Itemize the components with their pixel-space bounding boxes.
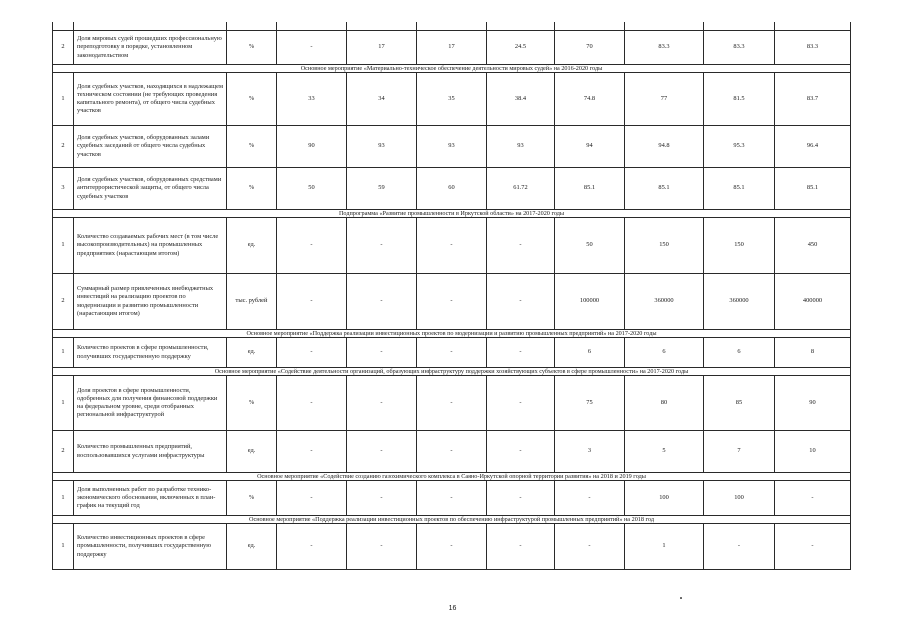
unit-cell: %	[227, 481, 277, 516]
value-cell: 85.1	[775, 168, 851, 210]
value-cell: 83.3	[704, 31, 775, 65]
value-cell: -	[347, 481, 417, 516]
value-cell: -	[487, 274, 555, 330]
value-cell: -	[417, 274, 487, 330]
value-cell: 360000	[625, 274, 704, 330]
indicator-name: Доля судебных участков, оборудованных средствами антитеррористической защиты, от общего числа судебных участков	[74, 168, 227, 210]
value-cell: 3	[555, 431, 625, 473]
value-cell: -	[704, 524, 775, 570]
row-number: 2	[53, 431, 74, 473]
value-cell: 75	[555, 376, 625, 431]
value-cell: 100000	[555, 274, 625, 330]
value-cell: 360000	[704, 274, 775, 330]
indicator-row	[53, 168, 851, 210]
value-cell: 100	[625, 481, 704, 516]
indicator-row	[53, 524, 851, 570]
value-cell: -	[277, 31, 347, 65]
value-cell: -	[487, 524, 555, 570]
indicator-row	[53, 126, 851, 168]
value-cell: 85.1	[555, 168, 625, 210]
page-number: 16	[448, 605, 457, 612]
value-cell: 6	[555, 338, 625, 368]
value-cell: 6	[704, 338, 775, 368]
value-cell: 70	[555, 31, 625, 65]
value-cell: -	[277, 431, 347, 473]
value-cell: 24.5	[487, 31, 555, 65]
value-cell: -	[347, 274, 417, 330]
value-cell: -	[487, 376, 555, 431]
value-cell: -	[417, 338, 487, 368]
unit-cell: %	[227, 73, 277, 126]
value-cell: 100	[704, 481, 775, 516]
top-strip-cell	[625, 22, 704, 31]
value-cell: 94.8	[625, 126, 704, 168]
value-cell: 450	[775, 218, 851, 274]
top-strip-cell	[277, 22, 347, 31]
indicators-table-container	[52, 22, 850, 570]
value-cell: -	[487, 338, 555, 368]
value-cell: -	[277, 338, 347, 368]
indicator-row	[53, 73, 851, 126]
indicators-table	[52, 22, 851, 570]
value-cell: 150	[704, 218, 775, 274]
value-cell: 50	[277, 168, 347, 210]
value-cell: -	[417, 431, 487, 473]
value-cell: -	[347, 524, 417, 570]
indicator-name: Доля выполненных работ по разработке технико-экономического обоснования, включенных в план-график на текущий год	[74, 481, 227, 516]
value-cell: 90	[775, 376, 851, 431]
value-cell: -	[347, 376, 417, 431]
indicator-row	[53, 218, 851, 274]
value-cell: 59	[347, 168, 417, 210]
value-cell: 93	[417, 126, 487, 168]
indicator-row	[53, 338, 851, 368]
value-cell: 85.1	[704, 168, 775, 210]
section-title: Основное мероприятие «Поддержка реализации инвестиционных проектов по модернизации и развитию промышленных предприятий» на 2017-2020 годы	[53, 330, 851, 338]
indicator-name: Количество промышленных предприятий, воспользовавшихся услугами инфраструктуры	[74, 431, 227, 473]
value-cell: 8	[775, 338, 851, 368]
value-cell: 7	[704, 431, 775, 473]
indicator-row	[53, 31, 851, 65]
value-cell: -	[347, 431, 417, 473]
value-cell: 38.4	[487, 73, 555, 126]
value-cell: 94	[555, 126, 625, 168]
section-title: Основное мероприятие «Содействие деятельности организаций, образующих инфраструктуру поддержки хозяйствующих субъектов в сфере промышленности» на 2017-2020 годы	[53, 368, 851, 376]
section-title: Основное мероприятие «Материально-техническое обеспечение деятельности мировых судей» на 2016-2020 годы	[53, 65, 851, 73]
value-cell: 150	[625, 218, 704, 274]
section-title: Основное мероприятие «Содействие созданию газохимического комплекса в Саяно-Иркутской опорной территории развития» на 2018 и 2019 годы	[53, 473, 851, 481]
value-cell: -	[417, 524, 487, 570]
unit-cell: ед.	[227, 338, 277, 368]
value-cell: 1	[625, 524, 704, 570]
unit-cell: ед.	[227, 218, 277, 274]
top-strip-cell	[775, 22, 851, 31]
indicator-name: Суммарный размер привлеченных внебюджетных инвестиций на реализацию проектов по модернизации и развитию промышленности (нарастающим итогом)	[74, 274, 227, 330]
row-number: 2	[53, 126, 74, 168]
indicator-name: Доля судебных участков, находящихся в надлежащем техническом состоянии (не требующих проведения капитального ремонта), от общего числа судебных участков	[74, 73, 227, 126]
row-number: 1	[53, 376, 74, 431]
section-header-row	[53, 473, 851, 481]
value-cell: 34	[347, 73, 417, 126]
section-header-row	[53, 330, 851, 338]
unit-cell: ед.	[227, 431, 277, 473]
value-cell: 60	[417, 168, 487, 210]
value-cell: 6	[625, 338, 704, 368]
unit-cell: %	[227, 168, 277, 210]
value-cell: 93	[487, 126, 555, 168]
indicator-name: Количество проектов в сфере промышленности, получивших государственную поддержку	[74, 338, 227, 368]
value-cell: -	[487, 218, 555, 274]
unit-cell: тыс. рублей	[227, 274, 277, 330]
top-strip-cell	[53, 22, 74, 31]
value-cell: -	[417, 218, 487, 274]
top-strip-cell	[74, 22, 227, 31]
value-cell: -	[277, 524, 347, 570]
row-number: 1	[53, 338, 74, 368]
unit-cell: %	[227, 376, 277, 431]
section-header-row	[53, 210, 851, 218]
value-cell: -	[347, 338, 417, 368]
value-cell: 83.3	[625, 31, 704, 65]
value-cell: -	[277, 481, 347, 516]
value-cell: 35	[417, 73, 487, 126]
value-cell: 33	[277, 73, 347, 126]
value-cell: 77	[625, 73, 704, 126]
value-cell: 96.4	[775, 126, 851, 168]
section-title: Подпрограмма «Развитие промышленности в Иркутской области» на 2017-2020 годы	[53, 210, 851, 218]
row-number: 2	[53, 274, 74, 330]
value-cell: 81.5	[704, 73, 775, 126]
value-cell: -	[347, 218, 417, 274]
indicator-row	[53, 274, 851, 330]
value-cell: -	[775, 481, 851, 516]
row-number: 1	[53, 481, 74, 516]
indicator-row	[53, 431, 851, 473]
row-number: 1	[53, 73, 74, 126]
row-number: 1	[53, 524, 74, 570]
section-header-row	[53, 516, 851, 524]
value-cell: 400000	[775, 274, 851, 330]
indicator-name: Количество создаваемых рабочих мест (в том числе высокопроизводительных) на промышленных предприятиях (нарастающим итогом)	[74, 218, 227, 274]
section-header-row	[53, 368, 851, 376]
value-cell: -	[277, 376, 347, 431]
value-cell: 10	[775, 431, 851, 473]
scan-speck	[680, 597, 682, 599]
value-cell: 80	[625, 376, 704, 431]
indicators-table-body	[53, 22, 851, 570]
top-strip-cell	[227, 22, 277, 31]
value-cell: 17	[347, 31, 417, 65]
value-cell: -	[487, 481, 555, 516]
value-cell: 61.72	[487, 168, 555, 210]
row-number: 1	[53, 218, 74, 274]
value-cell: 83.3	[775, 31, 851, 65]
top-strip-cell	[417, 22, 487, 31]
value-cell: 85	[704, 376, 775, 431]
indicator-row	[53, 481, 851, 516]
top-strip-cell	[487, 22, 555, 31]
section-header-row	[53, 65, 851, 73]
value-cell: -	[417, 481, 487, 516]
value-cell: 95.3	[704, 126, 775, 168]
value-cell: -	[555, 481, 625, 516]
value-cell: 17	[417, 31, 487, 65]
indicator-row	[53, 376, 851, 431]
indicator-name: Доля судебных участков, оборудованных залами судебных заседаний от общего числа судебных участков	[74, 126, 227, 168]
indicator-name: Доля мировых судей прошедших профессиональную переподготовку в порядке, установленном законодательством	[74, 31, 227, 65]
table-top-strip	[53, 22, 851, 31]
top-strip-cell	[347, 22, 417, 31]
value-cell: 50	[555, 218, 625, 274]
value-cell: -	[775, 524, 851, 570]
value-cell: 90	[277, 126, 347, 168]
value-cell: -	[555, 524, 625, 570]
top-strip-cell	[704, 22, 775, 31]
value-cell: -	[277, 274, 347, 330]
value-cell: 93	[347, 126, 417, 168]
value-cell: -	[487, 431, 555, 473]
value-cell: 85.1	[625, 168, 704, 210]
value-cell: 83.7	[775, 73, 851, 126]
value-cell: 5	[625, 431, 704, 473]
unit-cell: ед.	[227, 524, 277, 570]
value-cell: -	[417, 376, 487, 431]
top-strip-cell	[555, 22, 625, 31]
indicator-name: Доля проектов в сфере промышленности, одобренных для получения финансовой поддержки на федеральном уровне, среди отобранных региональной инфраструктурой	[74, 376, 227, 431]
unit-cell: %	[227, 31, 277, 65]
row-number: 3	[53, 168, 74, 210]
unit-cell: %	[227, 126, 277, 168]
value-cell: 74.8	[555, 73, 625, 126]
section-title: Основное мероприятие «Поддержка реализации инвестиционных проектов по обеспечению инфраструктурой промышленных предприятий» на 2018 год	[53, 516, 851, 524]
value-cell: -	[277, 218, 347, 274]
indicator-name: Количество инвестиционных проектов в сфере промышленности, получивших государственную поддержку	[74, 524, 227, 570]
row-number: 2	[53, 31, 74, 65]
